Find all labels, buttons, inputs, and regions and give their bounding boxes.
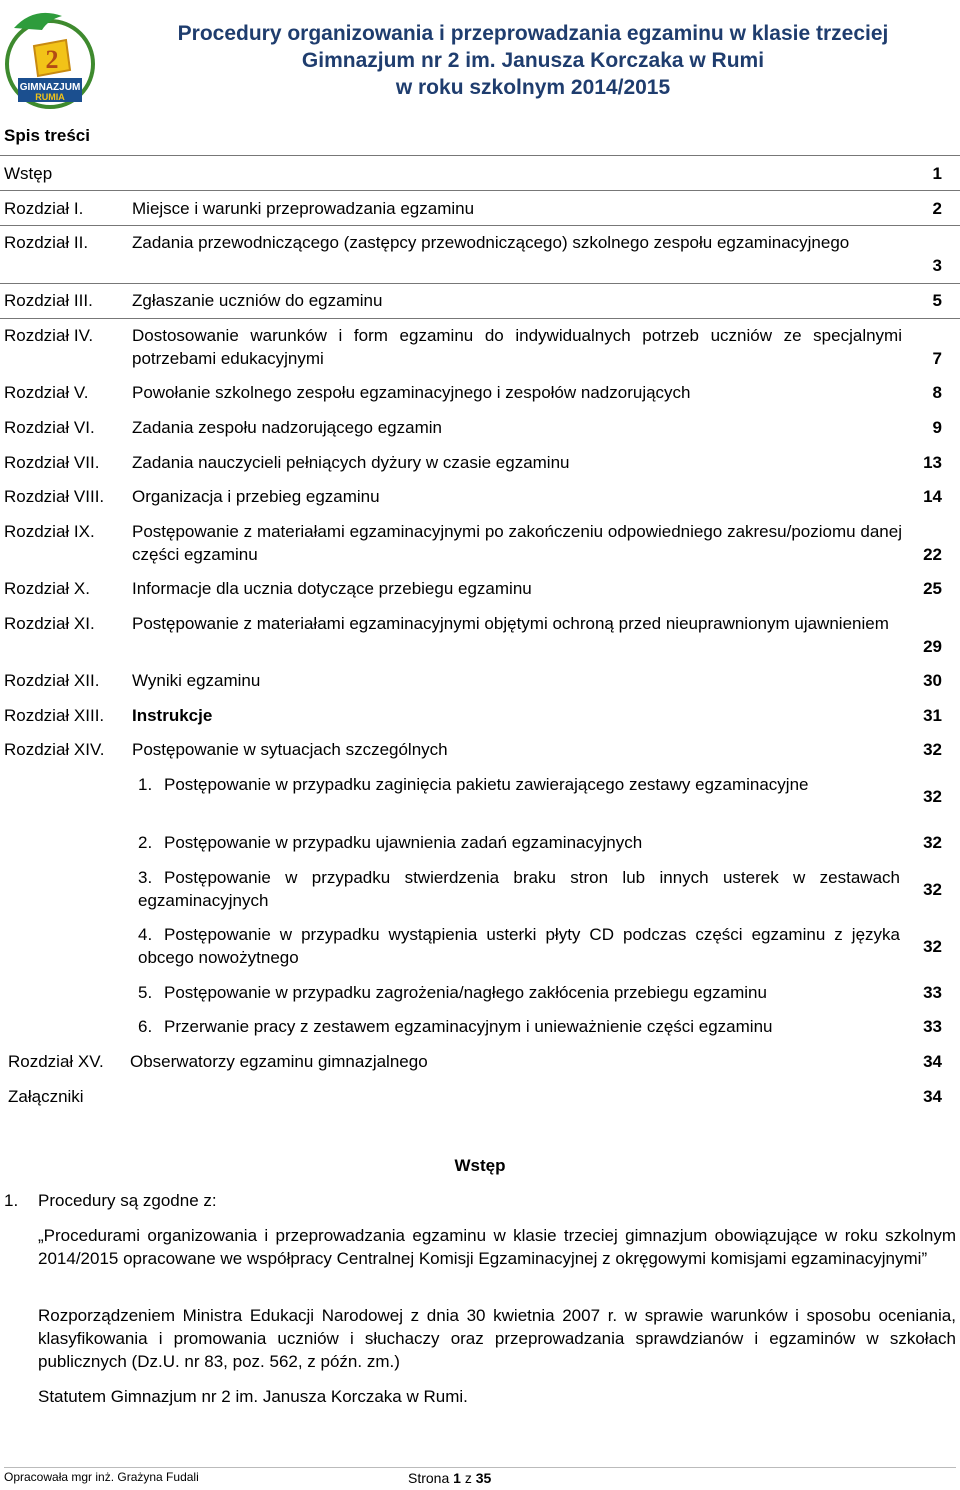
toc-subentry-title (138, 981, 900, 1004)
toc-divider (0, 190, 960, 191)
toc-entry-label: Rozdział XI. (4, 614, 95, 633)
toc-entry-page: 8 (932, 383, 942, 402)
toc-entry-page: 31 (923, 706, 942, 725)
toc-subentry-title (138, 773, 900, 796)
title-line-2: Gimnazjum nr 2 im. Janusza Korczaka w Rumi (301, 49, 765, 72)
toc-entry-page: 25 (923, 579, 942, 598)
toc-entry-label: Rozdział VI. (4, 418, 95, 437)
toc-subentry-title (138, 1015, 900, 1038)
toc-entry-page: 9 (932, 418, 942, 437)
toc-divider (0, 225, 960, 226)
svg-text:2: 2 (45, 45, 59, 74)
toc-subentry-text: Postępowanie w przypadku zaginięcia pakietu zawierającego zestawy egzaminacyjne (164, 775, 809, 794)
toc-subentry-text: Postępowanie w przypadku ujawnienia zadań egzaminacyjnych (164, 833, 643, 852)
toc-entry-title: Obserwatorzy egzaminu gimnazjalnego (130, 1052, 428, 1071)
title-line-3: w roku szkolnym 2014/2015 (395, 76, 671, 99)
toc-entry-page: 1 (932, 164, 942, 183)
toc-entry-page: 32 (923, 740, 942, 759)
toc-entry-title: Powołanie szkolnego zespołu egzaminacyjnego i zespołów nadzorujących (132, 383, 691, 402)
toc-subentry-text: Przerwanie pracy z zestawem egzaminacyjnym i unieważnienie części egzaminu (164, 1017, 773, 1036)
toc-entry-label: Rozdział V. (4, 383, 89, 402)
toc-entry-label: Rozdział VII. (4, 453, 100, 472)
toc-subentry-num: 6. (138, 1017, 153, 1036)
school-logo (4, 6, 96, 114)
toc-subentry-num: 2. (138, 833, 153, 852)
toc-entry-page: 5 (932, 291, 942, 310)
intro-paragraph: Statutem Gimnazjum nr 2 im. Janusza Korczaka w Rumi. (38, 1387, 468, 1406)
toc-entry-label: Rozdział XII. (4, 671, 100, 690)
page-word: Strona (408, 1470, 450, 1486)
footer-divider (4, 1467, 956, 1468)
toc-subentry-page: 32 (923, 880, 942, 899)
svg-text:GIMNAZJUM: GIMNAZJUM (19, 82, 81, 93)
toc-subentry-text: Postępowanie w przypadku stwierdzenia braku stron lub innych usterek w zestawach egzaminacyjnych (138, 868, 900, 910)
toc-entry-label: Rozdział II. (4, 233, 89, 252)
toc-entry-title: Organizacja i przebieg egzaminu (132, 487, 380, 506)
toc-entry-label: Rozdział VIII. (4, 487, 105, 506)
toc-entry-title: Miejsce i warunki przeprowadzania egzaminu (132, 199, 475, 218)
toc-entry-page: 13 (923, 453, 942, 472)
footer-author: Opracowała mgr inż. Grażyna Fudali (4, 1470, 199, 1484)
toc-subentry-num: 4. (138, 925, 153, 944)
toc-subentry-num: 3. (138, 868, 153, 887)
intro-paragraph: Rozporządzeniem Ministra Edukacji Narodowej z dnia 30 kwietnia 2007 r. w sprawie warunków i sposobu oceniania, klasyfikowania i promowania uczniów i słuchaczy oraz przeprowadzania sprawdzianów i egzaminów w szkołach publicznych (Dz.U. nr 83, poz. 562, z późn. zm.) (38, 1306, 956, 1371)
toc-entry-label: Rozdział X. (4, 579, 90, 598)
page-of: z (464, 1470, 472, 1486)
toc-subentry-page: 32 (923, 787, 942, 806)
toc-divider (0, 283, 960, 284)
toc-entry-page: 34 (923, 1052, 942, 1071)
toc-entry-page: 34 (923, 1087, 942, 1106)
toc-entry-title: Zadania zespołu nadzorującego egzamin (132, 418, 442, 437)
toc-entry-title: Zadania przewodniczącego (zastępcy przewodniczącego) szkolnego zespołu egzaminacyjnego (132, 233, 850, 252)
toc-entry-title: Informacje dla ucznia dotyczące przebiegu egzaminu (132, 579, 532, 598)
toc-entry-label: Rozdział XIII. (4, 706, 105, 725)
toc-entry-label: Załączniki (8, 1087, 84, 1106)
toc-subentry-text: Postępowanie w przypadku zagrożenia/nagłego zakłócenia przebiegu egzaminu (164, 983, 767, 1002)
toc-entry-page: 29 (923, 637, 942, 656)
toc-entry-label: Wstęp (4, 164, 53, 183)
toc-entry-page: 2 (932, 199, 942, 218)
toc-entry-page: 3 (932, 256, 942, 275)
toc-subentry-num: 5. (138, 983, 153, 1002)
toc-entry-page: 7 (932, 349, 942, 368)
toc-entry-title: Postępowanie z materiałami egzaminacyjnymi po zakończeniu odpowiedniego zakresu/poziomu danej części egzaminu (132, 522, 902, 564)
title-line-1: Procedury organizowania i przeprowadzania egzaminu w klasie trzeciej (177, 22, 889, 45)
toc-entry-page: 22 (923, 545, 942, 564)
toc-entry-label: Rozdział IV. (4, 326, 94, 345)
toc-divider (0, 318, 960, 319)
toc-entry-page: 14 (923, 487, 942, 506)
toc-subentry-page: 32 (923, 833, 942, 852)
toc-subentry-page: 33 (923, 983, 942, 1002)
toc-subentry-title (138, 866, 900, 912)
toc-heading: Spis treści (4, 126, 90, 145)
intro-paragraph: „Procedurami organizowania i przeprowadzania egzaminu w klasie trzeciej gimnazjum obowiązujące w roku szkolnym 2014/2015 opracowane we współpracy Centralnej Komisji Egzaminacyjnej z okręgowymi komisjami egzaminacyjnymi” (38, 1226, 956, 1268)
toc-entry-title: Postępowanie z materiałami egzaminacyjnymi objętymi ochroną przed nieuprawnionym ujawnieniem (132, 614, 889, 633)
svg-text:RUMIA: RUMIA (35, 92, 65, 102)
toc-entry-label: Rozdział III. (4, 291, 93, 310)
list-item-text: Procedury są zgodne z: (38, 1191, 217, 1210)
toc-entry-title: Dostosowanie warunków i form egzaminu do indywidualnych potrzeb uczniów ze specjalnymi potrzebami edukacyjnymi (132, 326, 902, 368)
toc-entry-title: Zgłaszanie uczniów do egzaminu (132, 291, 383, 310)
toc-entry-label: Rozdział I. (4, 199, 84, 218)
toc-subentry-num: 1. (138, 775, 153, 794)
toc-entry-title: Postępowanie w sytuacjach szczególnych (132, 740, 448, 759)
page-current: 1 (453, 1470, 461, 1486)
page-total: 35 (475, 1470, 492, 1486)
page-number (408, 1470, 491, 1486)
toc-entry-label: Rozdział XV. (8, 1052, 104, 1071)
toc-subentry-text: Postępowanie w przypadku wystąpienia usterki płyty CD podczas części egzaminu z języka obcego nowożytnego (138, 925, 900, 967)
intro-list-item (4, 1189, 922, 1212)
toc-entry-title: Wyniki egzaminu (132, 671, 261, 690)
toc-entry-title: Zadania nauczycieli pełniących dyżury w czasie egzaminu (132, 453, 570, 472)
toc-entry-title: Instrukcje (132, 706, 213, 725)
list-item-num: 1. (4, 1191, 19, 1210)
toc-entry-label: Rozdział IX. (4, 522, 95, 541)
toc-subentry-title (138, 831, 900, 854)
toc-entry-label: Rozdział XIV. (4, 740, 105, 759)
section-heading: Wstęp (454, 1156, 506, 1175)
toc-subentry-page: 32 (923, 937, 942, 956)
toc-divider (0, 155, 960, 156)
toc-subentry-title (138, 923, 900, 969)
toc-entry-page: 30 (923, 671, 942, 690)
toc-subentry-page: 33 (923, 1017, 942, 1036)
document-title (110, 20, 956, 101)
